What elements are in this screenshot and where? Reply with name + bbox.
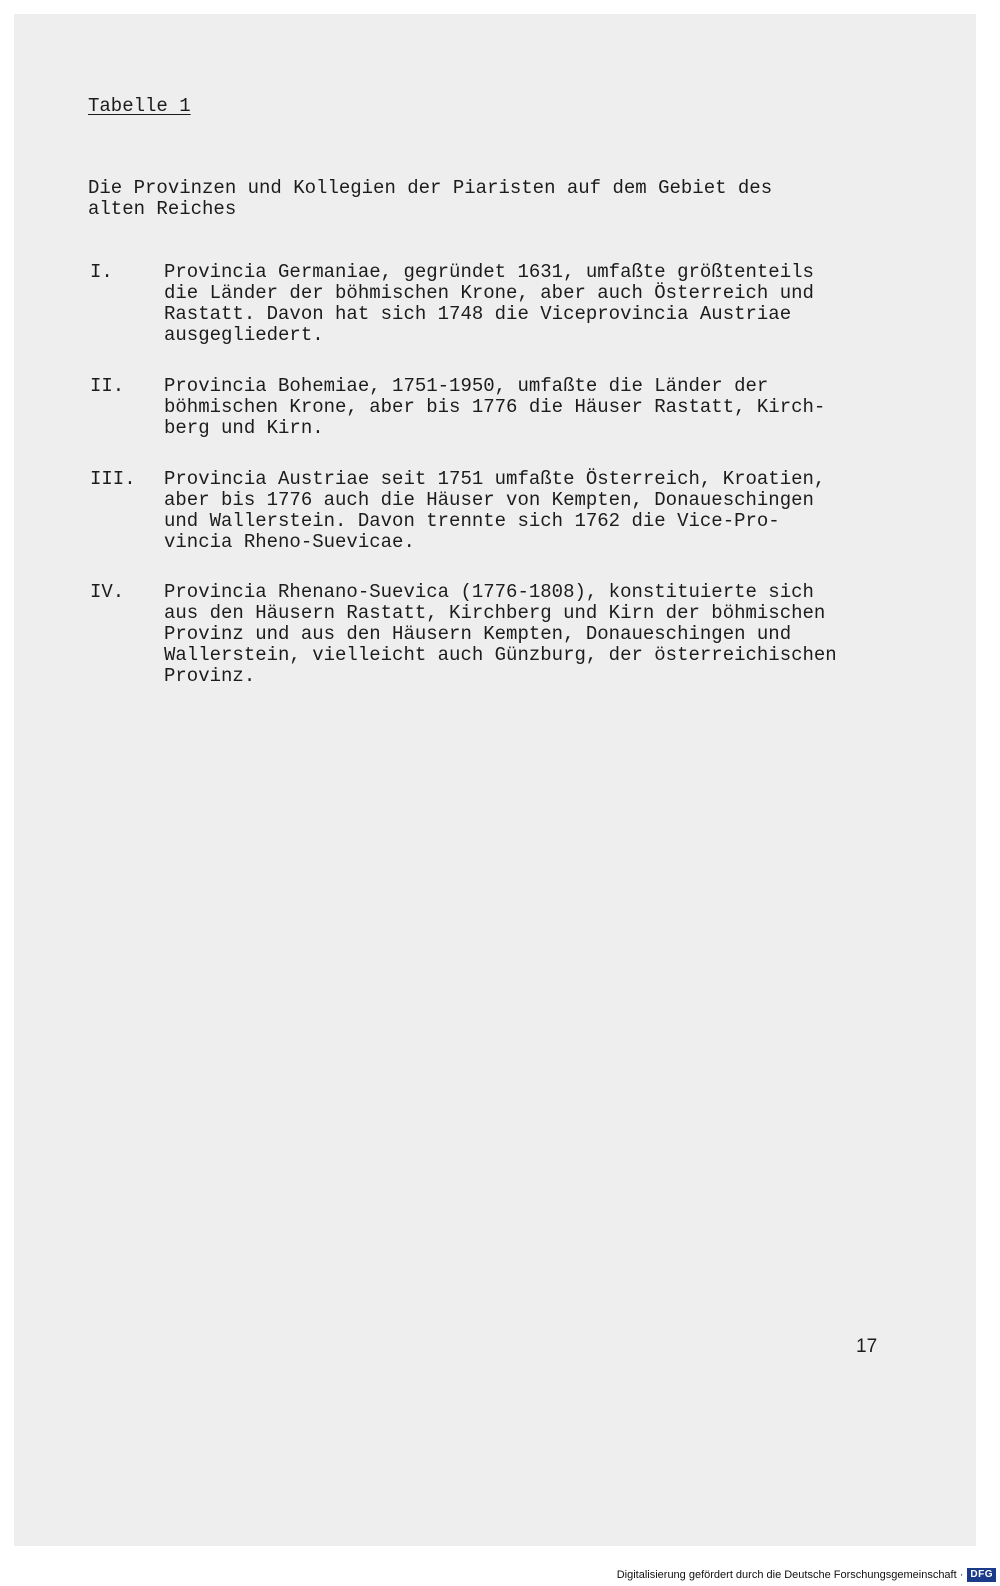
entry-text: Provincia Germaniae, gegründet 1631, umfaßte größtenteils die Länder der böhmischen Krone, aber auch Österreich und Rastatt. Davon hat sich 1748 die Viceprovincia Austriae ausgegliedert. xyxy=(164,261,814,346)
entry-number: IV. xyxy=(90,581,125,603)
entry-number: I. xyxy=(90,261,113,283)
entry-number: II. xyxy=(90,375,125,397)
entry-text: Provincia Rhenano-Suevica (1776-1808), konstituierte sich aus den Häusern Rastatt, Kirchberg und Kirn der böhmischen Provinz und aus den Häusern Kempten, Donaueschingen und Wallerstein, vielleicht auch Günzburg, der österreichischen Provinz. xyxy=(164,581,837,687)
footer-text: Digitalisierung gefördert durch die Deutsche Forschungsgemeinschaft · xyxy=(616,1569,964,1581)
scanned-page xyxy=(14,14,976,1546)
entry-text: Provincia Austriae seit 1751 umfaßte Österreich, Kroatien, aber bis 1776 auch die Häuser von Kempten, Donaueschingen und Wallerstein. Davon trennte sich 1762 die Vice-Pro- vincia Rheno-Suevicae. xyxy=(164,468,826,553)
entry-text: Provincia Bohemiae, 1751-1950, umfaßte die Länder der böhmischen Krone, aber bis 1776 die Häuser Rastatt, Kirch- berg und Kirn. xyxy=(164,375,826,439)
dfg-logo-icon: DFG xyxy=(967,1568,996,1582)
digitization-footer xyxy=(617,1566,996,1584)
table-subtitle: Die Provinzen und Kollegien der Piaristen auf dem Gebiet des alten Reiches xyxy=(88,177,773,220)
table-heading: Tabelle 1 xyxy=(88,95,191,117)
page-number: 17 xyxy=(856,1336,878,1357)
entry-number: III. xyxy=(90,468,136,490)
